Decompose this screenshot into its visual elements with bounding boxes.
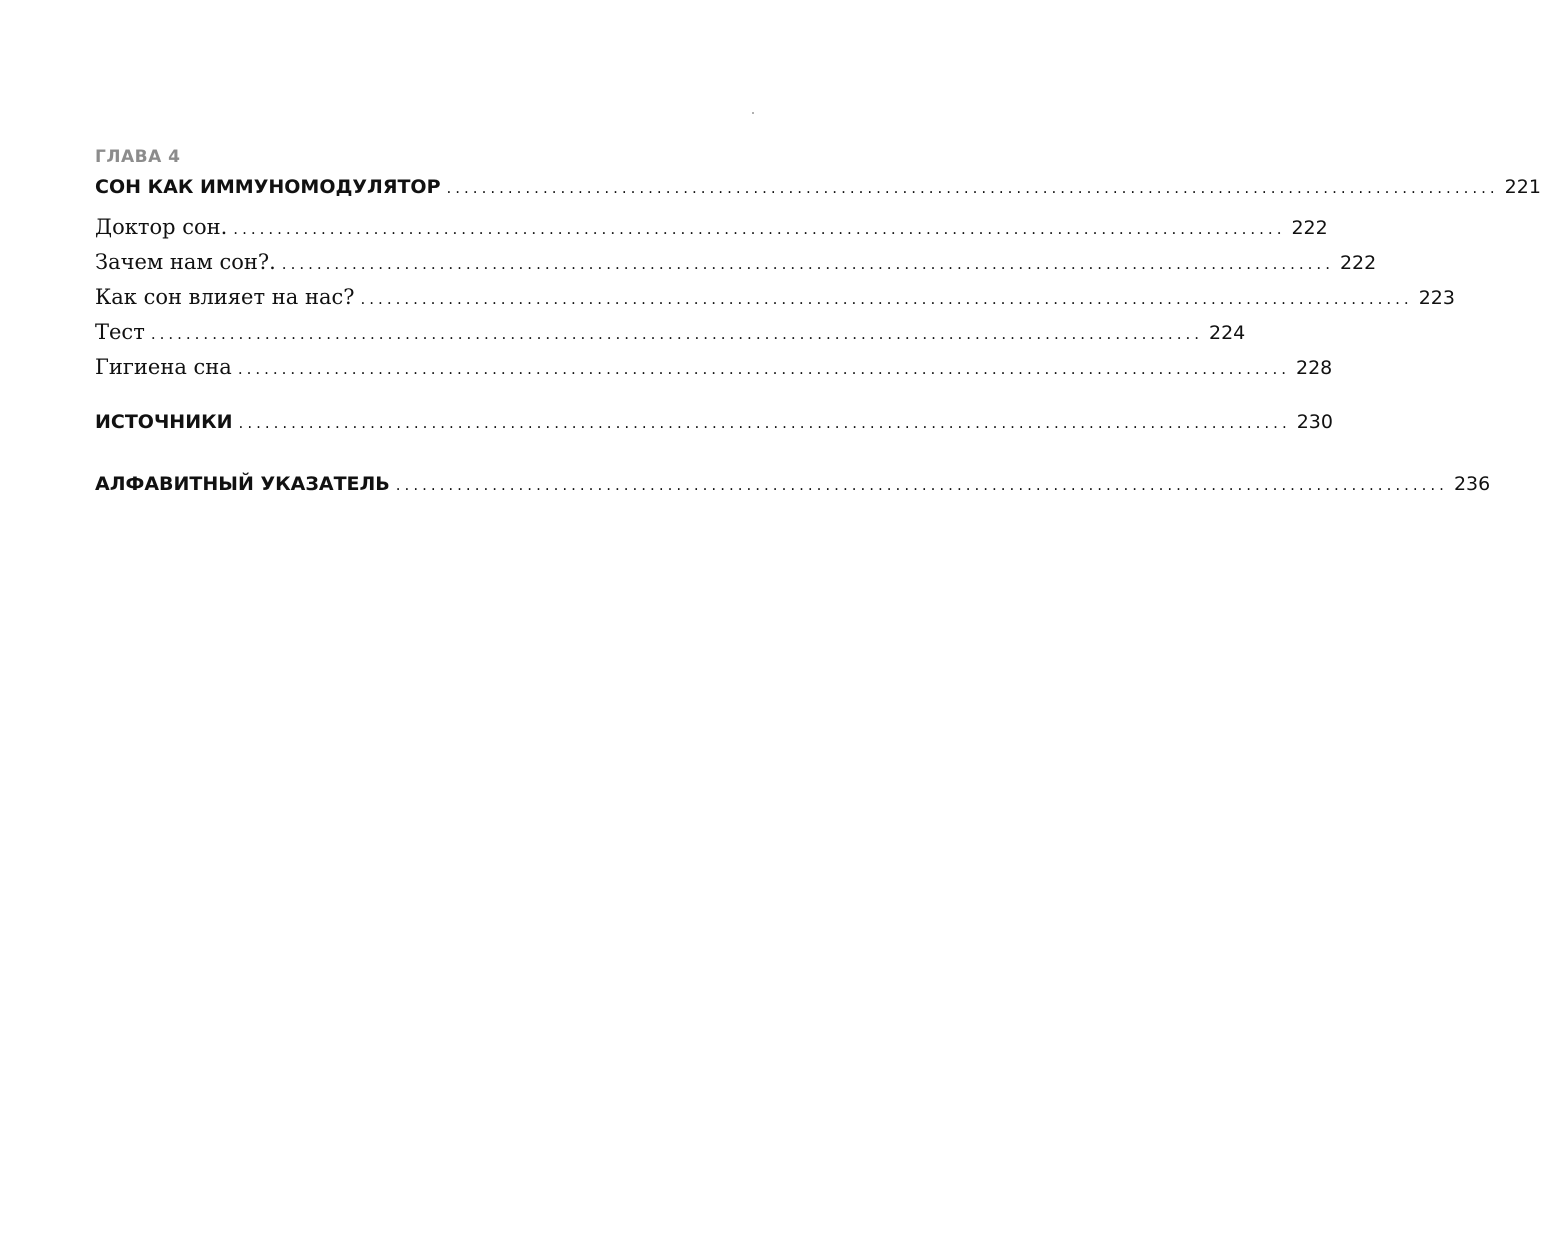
toc-entry-page: 236 (1453, 473, 1491, 495)
toc-entry-subsection[interactable] (95, 315, 1246, 350)
dot-leader: ........................................................................................................................ (238, 414, 1291, 432)
dot-leader: ........................................................................................................................ (446, 179, 1499, 197)
toc-entry-page: 228 (1295, 357, 1333, 379)
toc-entry-page: 222 (1339, 252, 1377, 274)
toc-entry-subsection[interactable] (95, 280, 1455, 315)
toc-entry-title: Гигиена сна (95, 355, 232, 379)
toc-entry-title: Как сон влияет на нас? (95, 285, 355, 309)
toc-entry-page: 230 (1296, 411, 1333, 433)
spacer (95, 439, 685, 467)
toc-entry-sources[interactable] (95, 405, 1333, 439)
table-of-contents (95, 144, 1541, 501)
dot-leader: ........................................................................................................................ (360, 290, 1413, 308)
toc-entry-title: СОН КАК ИММУНОМОДУЛЯТОР (95, 176, 441, 198)
chapter-label: ГЛАВА 4 (95, 147, 181, 167)
toc-entry-title: АЛФАВИТНЫЙ УКАЗАТЕЛЬ (95, 473, 390, 495)
toc-entry-page: 221 (1504, 176, 1541, 198)
toc-entry-title: Доктор сон. (95, 215, 228, 239)
dot-leader: ........................................................................................................................ (233, 220, 1286, 238)
spacer (95, 385, 685, 405)
toc-entry-subsection[interactable] (95, 350, 1333, 385)
toc-entry-page: 224 (1209, 322, 1246, 344)
toc-entry-page: 223 (1418, 287, 1455, 309)
dot-leader: ........................................................................................................................ (281, 255, 1334, 273)
dot-leader: ........................................................................................................................ (395, 476, 1448, 494)
toc-entry-chapter[interactable] (95, 170, 1541, 204)
toc-entry-title: ИСТОЧНИКИ (95, 411, 233, 433)
toc-entry-title: Зачем нам сон?. (95, 250, 276, 274)
toc-entry-index[interactable] (95, 467, 1491, 501)
toc-entry-page: 222 (1291, 217, 1328, 239)
dot-leader: ........................................................................................................................ (150, 325, 1203, 343)
toc-entry-subsection[interactable] (95, 210, 1328, 245)
corner-mark (752, 112, 754, 114)
toc-entry-title: Тест (95, 320, 145, 344)
toc-entry-subsection[interactable] (95, 245, 1377, 280)
dot-leader: ........................................................................................................................ (237, 360, 1290, 378)
